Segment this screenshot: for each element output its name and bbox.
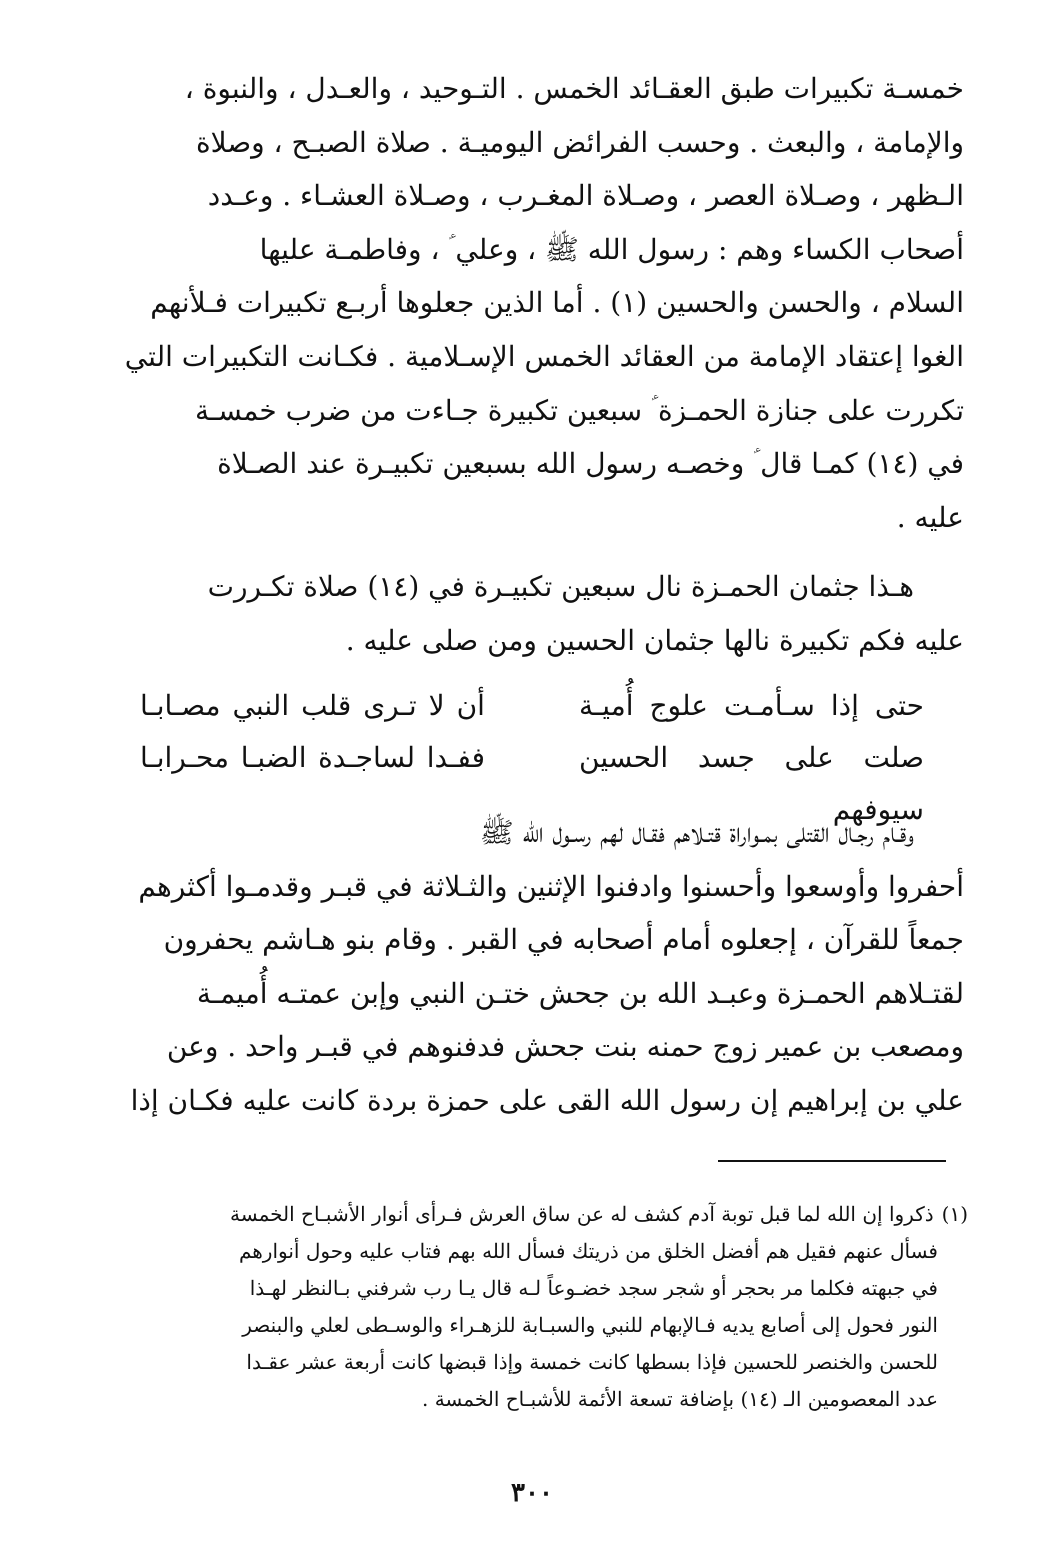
text-line: وقـام رجـال القتلى بمـواراة قتـلاهم فقـال لهم رسـول الله ﷺ [479,816,914,849]
footnote-marker: (١) [941,1202,968,1226]
footnote-text: ذكروا إن الله لما قبل توبة آدم كشف له عن ساق العرش فـرأى أنوار الأشبـاح الخمسة [230,1202,934,1226]
paragraph-3 [108,806,964,1128]
footnote-line: فسأل عنهم فقيل هم أفضل الخلق من ذريتك فسأل الله بهم فتاب عليه وحول أنوارهم [238,1239,938,1263]
poem-second-hemistich: ففـدا لساجـدة الضبـا محـرابـا [140,741,485,774]
text-line: الغوا إعتقاد الإمامة من العقائد الخمس الإسـلامية . فكـانت التكبيرات التي [124,339,964,373]
footnote-separator [718,1160,946,1162]
poem-second-hemistich: أن لا تـرى قلب النبي مصـابـا [140,689,485,722]
footnote-line: في جبهته فكلما مر بحجر أو شجر سجد خضـوعاً لـه قال يـا رب شرفني بـالنظر لهـذا [249,1276,938,1300]
page-number: ٣٠٠ [511,1478,553,1508]
text-line: جمعاً للقرآن ، إجعلوه أمام أصحابه في القبر . وقام بنو هـاشم يحفرون [163,923,964,957]
paragraph-1 [108,62,964,544]
text-line: علي بن إبراهيم إن رسول الله القى على حمزة بردة كانت عليه فكـان إذا [130,1083,964,1117]
text-line: الـظهر ، وصـلاة العصر ، وصـلاة المغـرب ، وصـلاة العشـاء . وعـدد [207,179,964,213]
poem-first-hemistich: حتى إذا سـأمـت علوج أُميـة [579,689,924,722]
text-line: والإمامة ، والبعث . وحسب الفرائض اليوميـة . صلاة الصبـح ، وصلاة [195,125,964,159]
footnote [104,1196,968,1418]
footnote-line: عدد المعصومين الـ (١٤) بإضافة تسعة الأئمة للأشبـاح الخمسة . [421,1387,938,1411]
text-line: في (١٤) كمـا قال ؑ وخصـه رسول الله بسبعين تكبيـرة عند الصـلاة [217,447,964,481]
text-line: السلام ، والحسن والحسين (١) . أما الذين جعلوها أربـع تكبيرات فـلأنهم [150,286,964,320]
text-line: عليه . [896,500,964,534]
text-line: أحفروا وأوسعوا وأحسنوا وادفنوا الإثنين والثـلاثة في قبـر وقدمـوا أكثرهم [138,869,964,903]
text-line: خمسـة تكبيرات طبق العقـائد الخمس . التـوحيد ، والعـدل ، والنبوة ، [184,72,964,105]
text-line: عليه فكم تكبيرة نالها جثمان الحسين ومن صلى عليه . [345,623,964,657]
text-line: لقتـلاهم الحمـزة وعبـد الله بن جحش ختـن النبي وإبن عمتـه أُميمـة [196,976,964,1010]
footnote-line: النور فحول إلى أصابع يديه فـالإبهام للنبي والسبـابة للزهـراء والوسـطى لعلي والبنصر [242,1313,938,1337]
poem-first-hemistich: صلت على جسد الحسين سيوفهم [579,741,924,826]
footnote-line [104,1196,968,1233]
text-line: هـذا جثمان الحمـزة نال سبعين تكبيـرة في (١٤) صلاة تكـررت [207,570,914,603]
text-line: أصحاب الكساء وهم : رسول الله ﷺ ، وعلي ؑ ، وفاطمـة عليها [259,232,964,266]
text-line: ومصعب بن عمير زوج حمنه بنت جحش فدفنوهم في قبـر واحد . وعن [166,1030,964,1064]
poem-verse [140,680,924,732]
footnote-line: للحسن والخنصر للحسين فإذا بسطها كانت خمسة وإذا قبضها كانت أربعة عشر عقـدا [246,1350,938,1374]
paragraph-2 [108,560,964,667]
text-line: تكررت على جنازة الحمـزة ؑ سبعين تكبيرة جـاءت من ضرب خمسـة [195,393,964,427]
